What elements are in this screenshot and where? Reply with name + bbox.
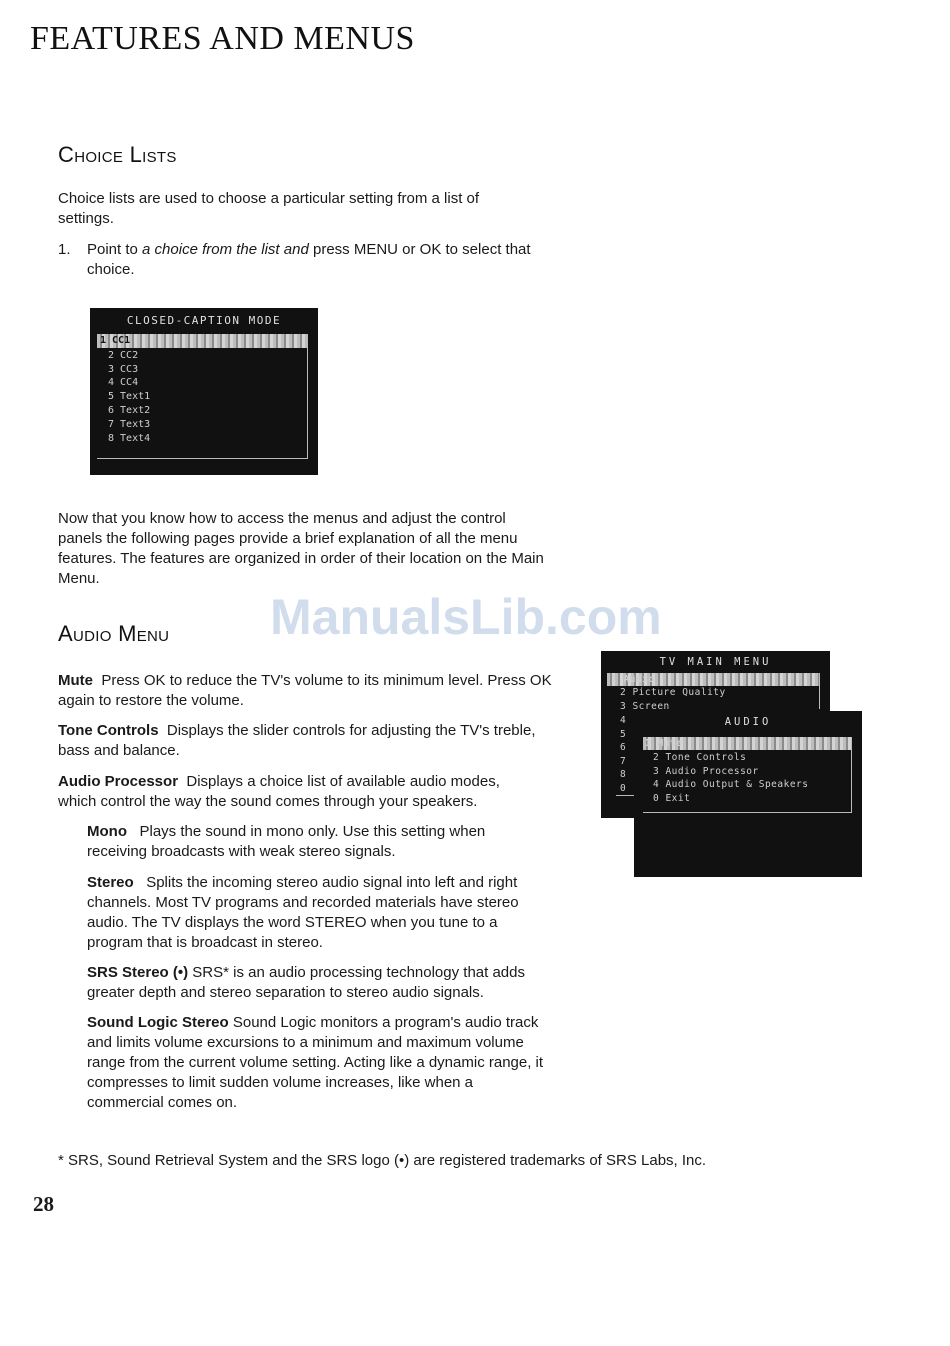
srs-term: SRS Stereo (•) xyxy=(87,964,189,981)
cc-menu-screen xyxy=(90,308,318,475)
tone-desc: Displays the slider controls for adjusting the TV's treble, bass and balance. xyxy=(58,722,536,759)
srs-desc: SRS* is an audio processing technology that adds greater depth and stereo separation to stereo audio signals. xyxy=(87,964,525,1001)
cc-item-3[interactable]: 3 CC3 xyxy=(108,363,139,375)
main-item-screen[interactable]: 3 Screen xyxy=(620,700,670,712)
audio-item-tone-controls[interactable]: 2 Tone Controls xyxy=(653,752,747,763)
cc-item-5[interactable]: 5 Text1 xyxy=(108,391,151,403)
footnote: * SRS, Sound Retrieval System and the SRS logo (•) are registered trademarks of SRS Labs, Inc. xyxy=(58,1152,707,1169)
audio-submenu-title: AUDIO xyxy=(724,716,772,728)
main-item-audio[interactable]: 1 Audio xyxy=(607,673,819,686)
stereo-desc: Splits the incoming stereo audio signal into left and right channels. Most TV programs and recorded materials have stereo audio. The TV displays the word STEREO when you tune to a program that is broadcast in stereo. xyxy=(87,874,519,951)
processor-description xyxy=(58,772,528,812)
main-item-5[interactable]: 5 xyxy=(620,728,627,740)
step-text xyxy=(87,240,532,280)
choice-lists-heading: Choice Lists xyxy=(58,142,177,167)
cc-menu-list xyxy=(97,334,308,459)
processor-term: Audio Processor xyxy=(58,773,179,790)
page-title: FEATURES AND MENUS xyxy=(30,20,415,57)
step-text-part-2: press MENU or OK to select that choice. xyxy=(87,241,531,278)
cc-item-1[interactable]: 1 CC1 xyxy=(97,334,307,348)
tone-term: Tone Controls xyxy=(58,722,159,739)
audio-item-output-speakers[interactable]: 4 Audio Output & Speakers xyxy=(653,779,809,790)
step-text-part-1: Point to xyxy=(87,241,143,258)
mono-description xyxy=(87,822,517,862)
audio-submenu-list xyxy=(643,737,852,813)
main-item-8[interactable]: 8 xyxy=(620,769,627,780)
tv-main-menu-list xyxy=(607,673,820,712)
tv-main-menu-title: TV MAIN MENU xyxy=(659,656,772,668)
sound-logic-term: Sound Logic Stereo xyxy=(87,1014,229,1031)
mute-description xyxy=(58,671,558,711)
mono-term: Mono xyxy=(87,823,127,840)
step-number: 1. xyxy=(58,241,71,258)
mute-desc: Press OK to reduce the TV's volume to its minimum level. Press OK again to restore the volume. xyxy=(58,672,552,709)
page-number: 28 xyxy=(33,1192,54,1216)
cc-item-4[interactable]: 4 CC4 xyxy=(108,377,139,389)
tone-description xyxy=(58,721,558,761)
step-text-italic: a choice from the list and xyxy=(142,241,309,258)
stereo-term: Stereo xyxy=(87,874,134,891)
main-item-6[interactable]: 6 xyxy=(620,742,627,753)
cc-item-8[interactable]: 8 Text4 xyxy=(108,432,151,444)
main-item-numbers xyxy=(620,714,634,796)
mute-term: Mute xyxy=(58,672,93,689)
main-item-4[interactable]: 4 xyxy=(620,715,627,726)
srs-description xyxy=(87,963,542,1003)
mono-desc: Plays the sound in mono only. Use this setting when receiving broadcasts with weak stereo signals. xyxy=(87,823,486,860)
audio-item-audio-processor[interactable]: 3 Audio Processor xyxy=(653,765,759,777)
overview-paragraph: Now that you know how to access the menus and adjust the control panels the following pages provide a brief explanation of all the menu features. The features are organized in order of their location on the Main Menu. xyxy=(58,510,544,587)
cc-item-6[interactable]: 6 Text2 xyxy=(108,404,151,416)
watermark: ManualsLib.com xyxy=(270,589,662,645)
cc-menu-title: CLOSED-CAPTION MODE xyxy=(126,314,282,327)
main-item-7[interactable]: 7 xyxy=(620,755,627,767)
main-item-picture-quality[interactable]: 2 Picture Quality xyxy=(620,687,726,698)
sound-logic-description xyxy=(87,1013,549,1113)
audio-submenu-screen xyxy=(634,711,862,877)
audio-item-mute[interactable]: 1 Mute xyxy=(643,737,851,750)
choice-lists-intro: Choice lists are used to choose a particular setting from a list of settings. xyxy=(58,190,480,227)
stereo-description xyxy=(87,873,542,953)
audio-menu-heading: Audio Menu xyxy=(58,621,170,646)
cc-item-2[interactable]: 2 CC2 xyxy=(108,349,139,361)
main-item-0[interactable]: 0 xyxy=(616,782,638,797)
audio-item-exit[interactable]: 0 Exit xyxy=(653,792,691,804)
cc-item-7[interactable]: 7 Text3 xyxy=(108,418,151,430)
processor-desc: Displays a choice list of available audio modes, which control the way the sound comes through your speakers. xyxy=(58,773,500,810)
sound-logic-desc: Sound Logic monitors a program's audio track and limits volume excursions to a minimum and maximum volume range from the current volume setting. Acting like a dynamic range, it compresses to limit sudden volume increases, like when a commercial comes on. xyxy=(87,1014,544,1111)
